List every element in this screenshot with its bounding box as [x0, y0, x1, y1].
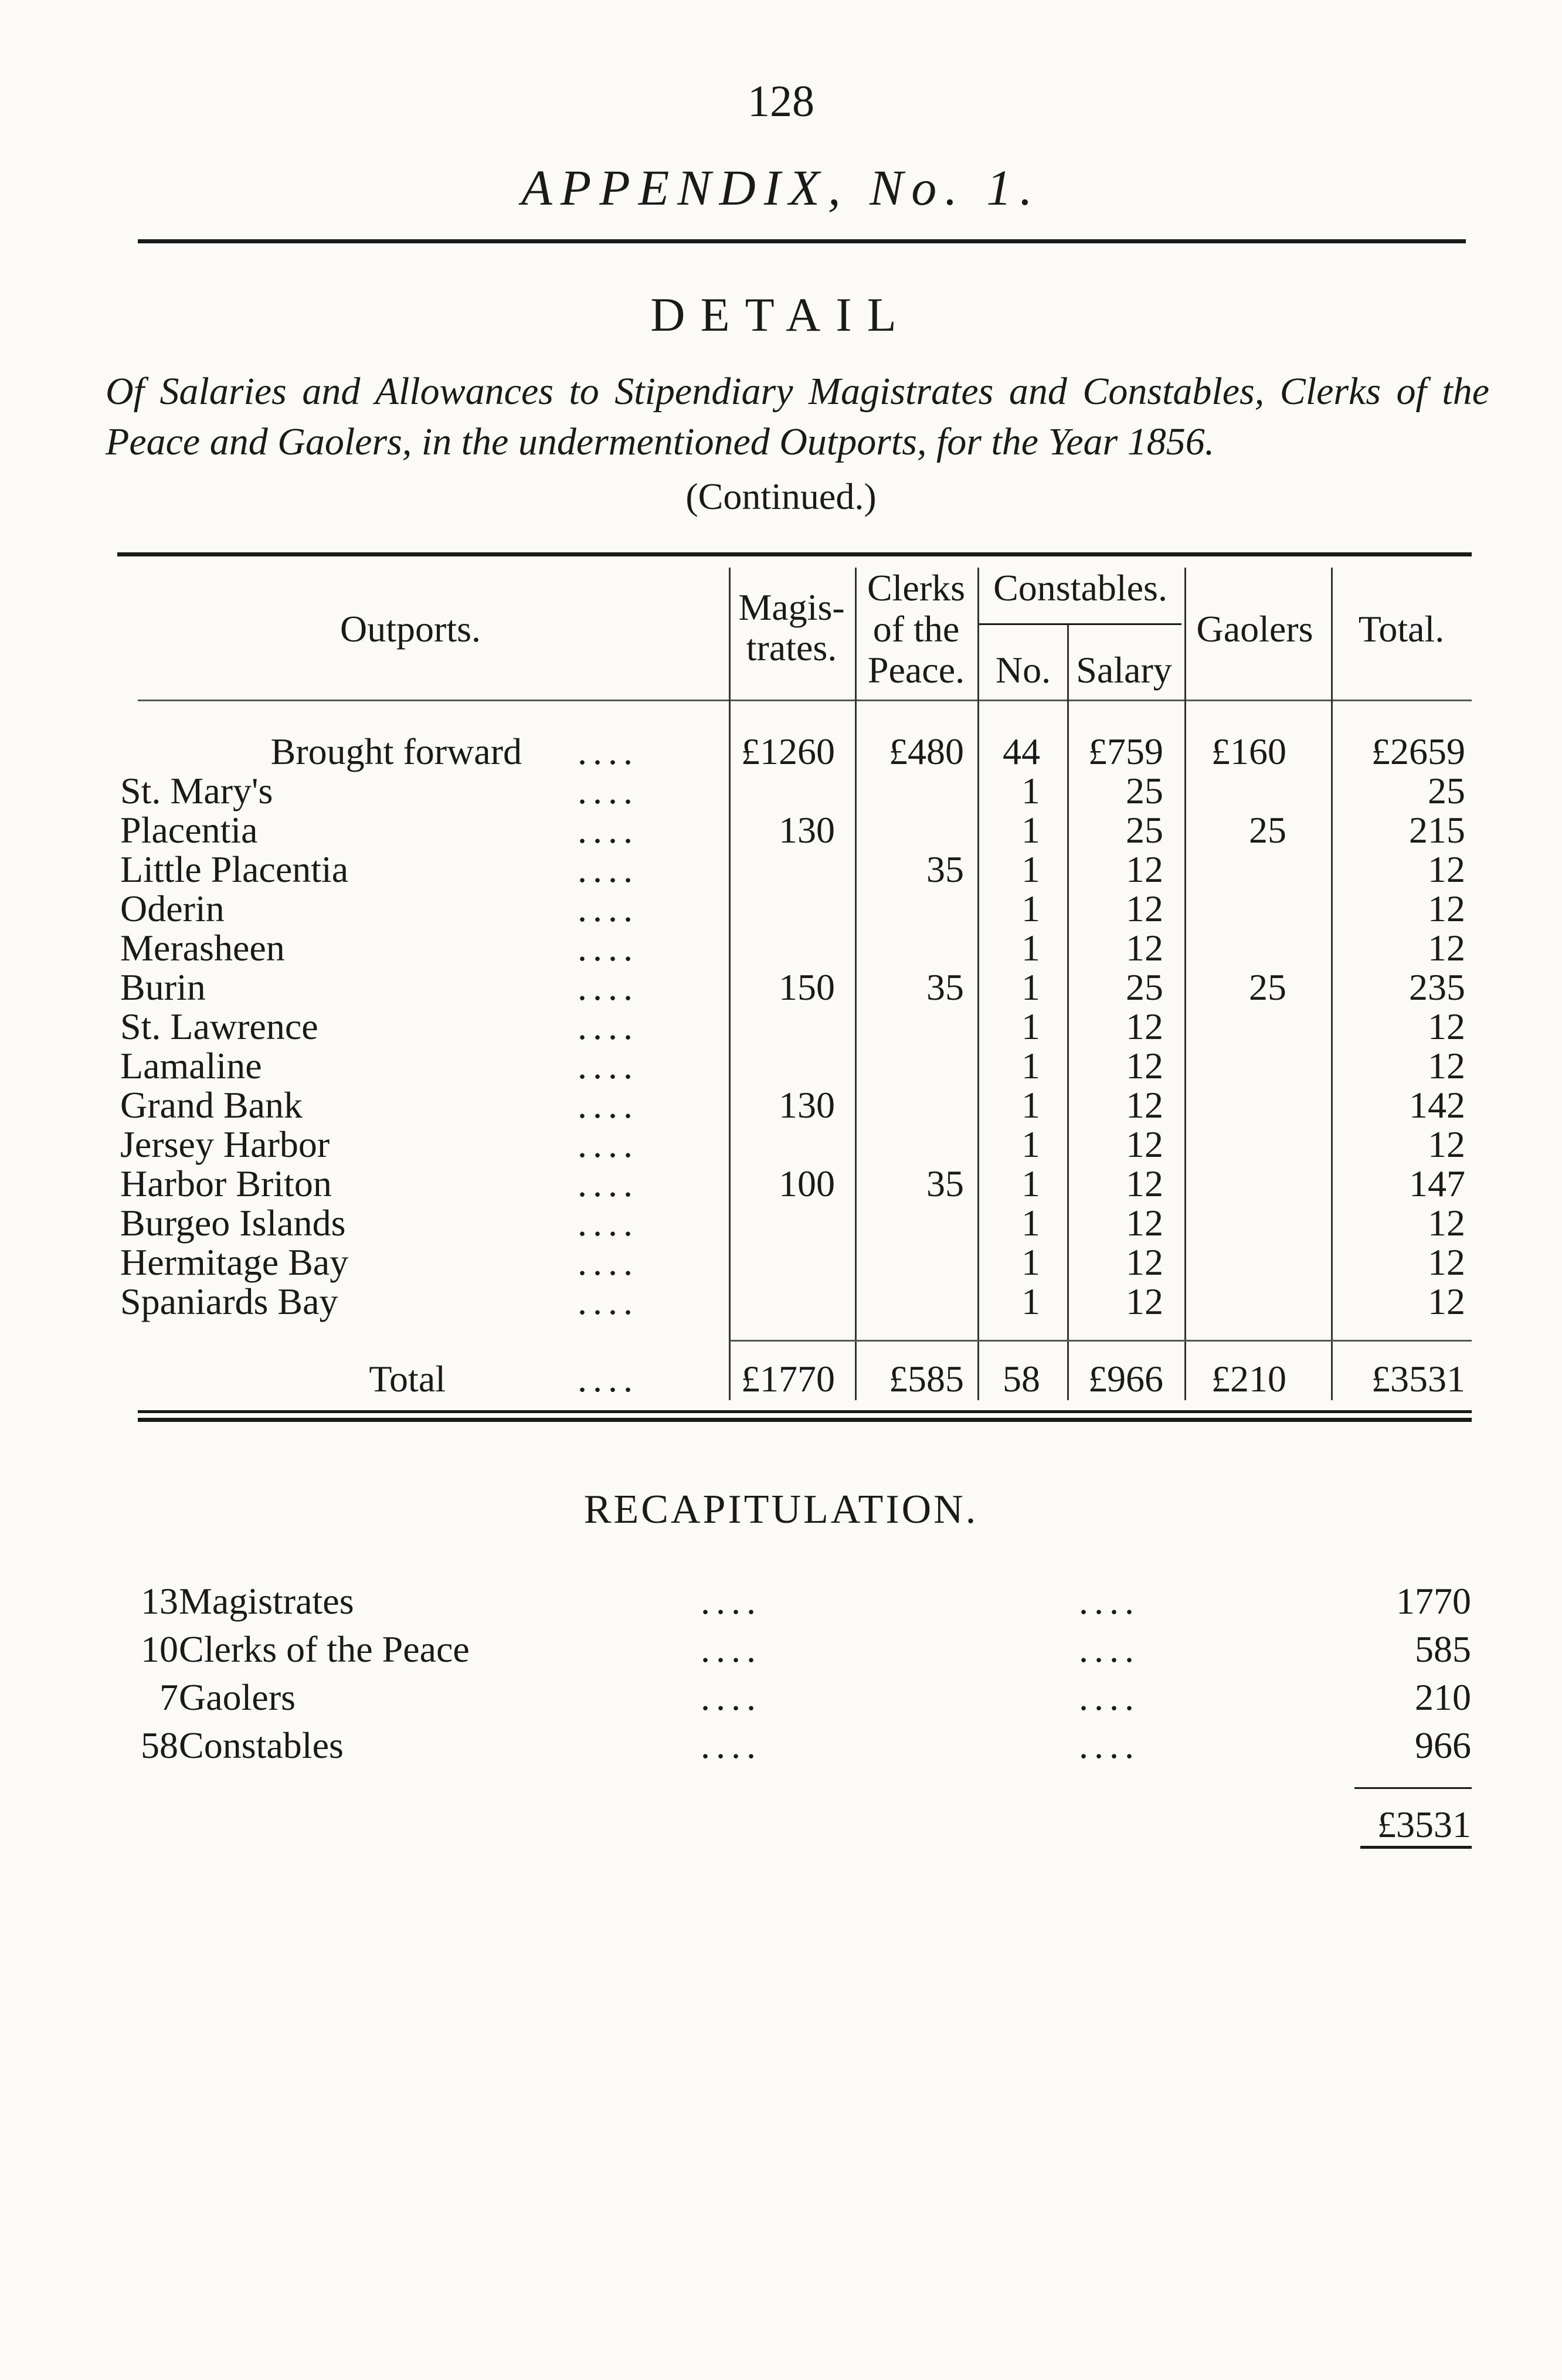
recap-item [0, 1722, 1562, 1770]
gaolers-cell: 25 [1249, 809, 1286, 851]
total-cell: 142 [1409, 1084, 1465, 1126]
outport-name: Spaniards Bay [120, 1281, 338, 1322]
leader-dots: .... [701, 1628, 762, 1670]
outport-name: Merasheen [120, 927, 285, 969]
header-total: Total. [1358, 608, 1445, 650]
constables-no-cell: 1 [1021, 1281, 1040, 1322]
constables-no-cell: 1 [1021, 927, 1040, 969]
table-total-row [0, 1359, 1562, 1398]
constables-no-cell: 1 [1021, 888, 1040, 929]
header-clerks-1: Clerks [867, 567, 966, 609]
table-row [0, 771, 1562, 810]
subtitle: Of Salaries and Allowances to Stipendiary Magistrates and Constables, Clerks of the Peace and Gaolers, in the undermentioned Outports, for the Year 1856. [106, 370, 1489, 463]
constables-salary-cell: 25 [1126, 966, 1163, 1008]
constables-no-cell: 1 [1021, 809, 1040, 851]
leader-dots: .... [578, 1281, 639, 1322]
total-cell: 12 [1428, 1045, 1465, 1087]
leader-dots: .... [578, 809, 639, 851]
recap-label: Constables [179, 1724, 344, 1766]
magistrates-cell: 100 [779, 1163, 835, 1204]
header-clerks-3: Peace. [867, 649, 965, 691]
constables-no-cell: 1 [1021, 1045, 1040, 1087]
outport-name: St. Mary's [120, 770, 273, 812]
leader-dots: .... [578, 966, 639, 1008]
recapitulation-heading: RECAPITULATION. [583, 1487, 979, 1532]
appendix-title: APPENDIX, No. 1. [521, 159, 1041, 216]
magistrates-cell: 130 [779, 1084, 835, 1126]
outport-name: Lamaline [120, 1045, 262, 1087]
total-gaolers: £210 [1211, 1358, 1286, 1400]
table-row [0, 732, 1562, 771]
recap-qty: 58 [141, 1724, 178, 1766]
total-constables-salary: £966 [1088, 1358, 1163, 1400]
constables-salary-cell: 12 [1126, 1241, 1163, 1283]
leader-dots: .... [578, 1006, 639, 1047]
outport-name: Hermitage Bay [120, 1241, 349, 1283]
leader-dots: .... [578, 1241, 639, 1283]
recap-item [0, 1625, 1562, 1673]
header-clerks-2: of the [872, 608, 960, 650]
leader-dots: .... [578, 1045, 639, 1087]
constables-salary-cell: 25 [1126, 809, 1163, 851]
table-row [0, 889, 1562, 928]
total-cell: 12 [1428, 888, 1465, 929]
table-row [0, 1164, 1562, 1203]
table-row [0, 1085, 1562, 1125]
recapitulation-total: £3531 [1377, 1804, 1471, 1845]
recap-amount: 210 [1415, 1676, 1471, 1718]
constables-salary-cell: 25 [1126, 770, 1163, 812]
leader-dots: .... [1079, 1724, 1140, 1766]
clerks-cell: 35 [926, 966, 964, 1008]
recap-item [0, 1673, 1562, 1722]
constables-salary-cell: 12 [1126, 1123, 1163, 1165]
total-cell: £2659 [1371, 731, 1465, 772]
constables-salary-cell: 12 [1126, 1202, 1163, 1244]
leader-dots: .... [578, 927, 639, 969]
continued-label: (Continued.) [685, 476, 877, 517]
outport-name: Little Placentia [120, 848, 349, 890]
total-cell: 235 [1409, 966, 1465, 1008]
table-row [0, 1046, 1562, 1085]
total-clerks: £585 [889, 1358, 964, 1400]
constables-salary-cell: 12 [1126, 1045, 1163, 1087]
constables-no-cell: 1 [1021, 966, 1040, 1008]
outport-name: Grand Bank [120, 1084, 303, 1126]
total-constables-no: 58 [1003, 1358, 1040, 1400]
recap-amount: 966 [1415, 1724, 1471, 1766]
header-rule [138, 239, 1466, 243]
constables-salary-cell: 12 [1126, 1281, 1163, 1322]
leader-dots: .... [578, 1123, 639, 1165]
page-number: 128 [748, 77, 814, 126]
leader-dots: .... [578, 1358, 639, 1400]
total-cell: 25 [1428, 770, 1465, 812]
table-row [0, 810, 1562, 850]
header-outports: Outports. [340, 608, 481, 650]
leader-dots: .... [578, 731, 639, 772]
gaolers-cell: £160 [1211, 731, 1286, 772]
table-row [0, 928, 1562, 967]
leader-dots: .... [578, 1163, 639, 1204]
leader-dots: .... [701, 1724, 762, 1766]
header-magistrates-2: trates. [746, 627, 837, 668]
constables-salary-cell: 12 [1126, 1163, 1163, 1204]
constables-no-cell: 1 [1021, 1084, 1040, 1126]
constables-no-cell: 1 [1021, 1006, 1040, 1047]
constables-no-cell: 1 [1021, 1241, 1040, 1283]
recap-amount: 1770 [1396, 1580, 1471, 1622]
clerks-cell: 35 [926, 1163, 964, 1204]
outport-name: Burgeo Islands [120, 1202, 346, 1244]
clerks-cell: £480 [889, 731, 964, 772]
header-bottom-rule [138, 700, 1472, 701]
total-cell: 12 [1428, 927, 1465, 969]
leader-dots: .... [578, 1202, 639, 1244]
recap-label: Clerks of the Peace [179, 1628, 470, 1670]
table-row [0, 1125, 1562, 1164]
constables-salary-cell: 12 [1126, 888, 1163, 929]
recap-sum-rule [1354, 1787, 1472, 1789]
leader-dots: .... [701, 1580, 762, 1622]
recap-amount: 585 [1415, 1628, 1471, 1670]
outport-name: Jersey Harbor [120, 1123, 330, 1165]
constables-salary-cell: 12 [1126, 1006, 1163, 1047]
outport-name: Placentia [120, 809, 258, 851]
recap-label: Magistrates [179, 1580, 354, 1622]
table-row [0, 1242, 1562, 1282]
constables-no-cell: 44 [1003, 731, 1040, 772]
header-constables: Constables. [993, 567, 1167, 609]
constables-no-cell: 1 [1021, 1202, 1040, 1244]
constables-salary-cell: 12 [1126, 848, 1163, 890]
table-row [0, 1282, 1562, 1321]
constables-no-cell: 1 [1021, 770, 1040, 812]
pre-total-rule [730, 1340, 1472, 1342]
leader-dots: .... [578, 848, 639, 890]
leader-dots: .... [701, 1676, 762, 1718]
clerks-cell: 35 [926, 848, 964, 890]
table-bottom-rule-2 [138, 1418, 1472, 1422]
leader-dots: .... [578, 770, 639, 812]
total-cell: 147 [1409, 1163, 1465, 1204]
leader-dots: .... [578, 1084, 639, 1126]
constables-sub-rule [979, 623, 1181, 625]
header-constables-salary: Salary [1076, 649, 1172, 691]
leader-dots: .... [1079, 1676, 1140, 1718]
constables-no-cell: 1 [1021, 1163, 1040, 1204]
total-cell: 12 [1428, 1006, 1465, 1047]
table-top-rule [117, 552, 1472, 556]
total-cell: 12 [1428, 1123, 1465, 1165]
leader-dots: .... [1079, 1580, 1140, 1622]
outport-name: St. Lawrence [120, 1006, 318, 1047]
table-row [0, 1203, 1562, 1242]
outport-name: Burin [120, 966, 206, 1008]
header-magistrates-1: Magis- [738, 586, 845, 628]
table-row [0, 850, 1562, 889]
constables-salary-cell: 12 [1126, 1084, 1163, 1126]
total-cell: 12 [1428, 848, 1465, 890]
detail-heading: DETAIL [650, 288, 912, 341]
constables-no-cell: 1 [1021, 848, 1040, 890]
magistrates-cell: 150 [779, 966, 835, 1008]
total-magistrates: £1770 [741, 1358, 835, 1400]
gaolers-cell: 25 [1249, 966, 1286, 1008]
table-row [0, 1007, 1562, 1046]
recap-label: Gaolers [179, 1676, 296, 1718]
table-bottom-rule [138, 1410, 1472, 1413]
recap-qty: 10 [141, 1628, 178, 1670]
total-cell: 12 [1428, 1241, 1465, 1283]
recap-total-underline [1360, 1846, 1472, 1849]
outport-name: Oderin [120, 888, 225, 929]
total-cell: 12 [1428, 1202, 1465, 1244]
total-total: £3531 [1371, 1358, 1465, 1400]
magistrates-cell: 130 [779, 809, 835, 851]
outport-name: Harbor Briton [120, 1163, 332, 1204]
leader-dots: .... [1079, 1628, 1140, 1670]
table-row [0, 967, 1562, 1007]
constables-salary-cell: 12 [1126, 927, 1163, 969]
total-cell: 215 [1409, 809, 1465, 851]
total-label: Total [369, 1358, 446, 1400]
constables-no-cell: 1 [1021, 1123, 1040, 1165]
recap-qty: 13 [141, 1580, 178, 1622]
magistrates-cell: £1260 [741, 731, 835, 772]
header-gaolers: Gaolers [1196, 608, 1313, 650]
header-constables-no: No. [995, 649, 1051, 691]
outport-name: Brought forward [270, 731, 522, 772]
recap-item [0, 1577, 1562, 1625]
constables-salary-cell: £759 [1088, 731, 1163, 772]
leader-dots: .... [578, 888, 639, 929]
recap-qty: 7 [159, 1676, 178, 1718]
total-cell: 12 [1428, 1281, 1465, 1322]
